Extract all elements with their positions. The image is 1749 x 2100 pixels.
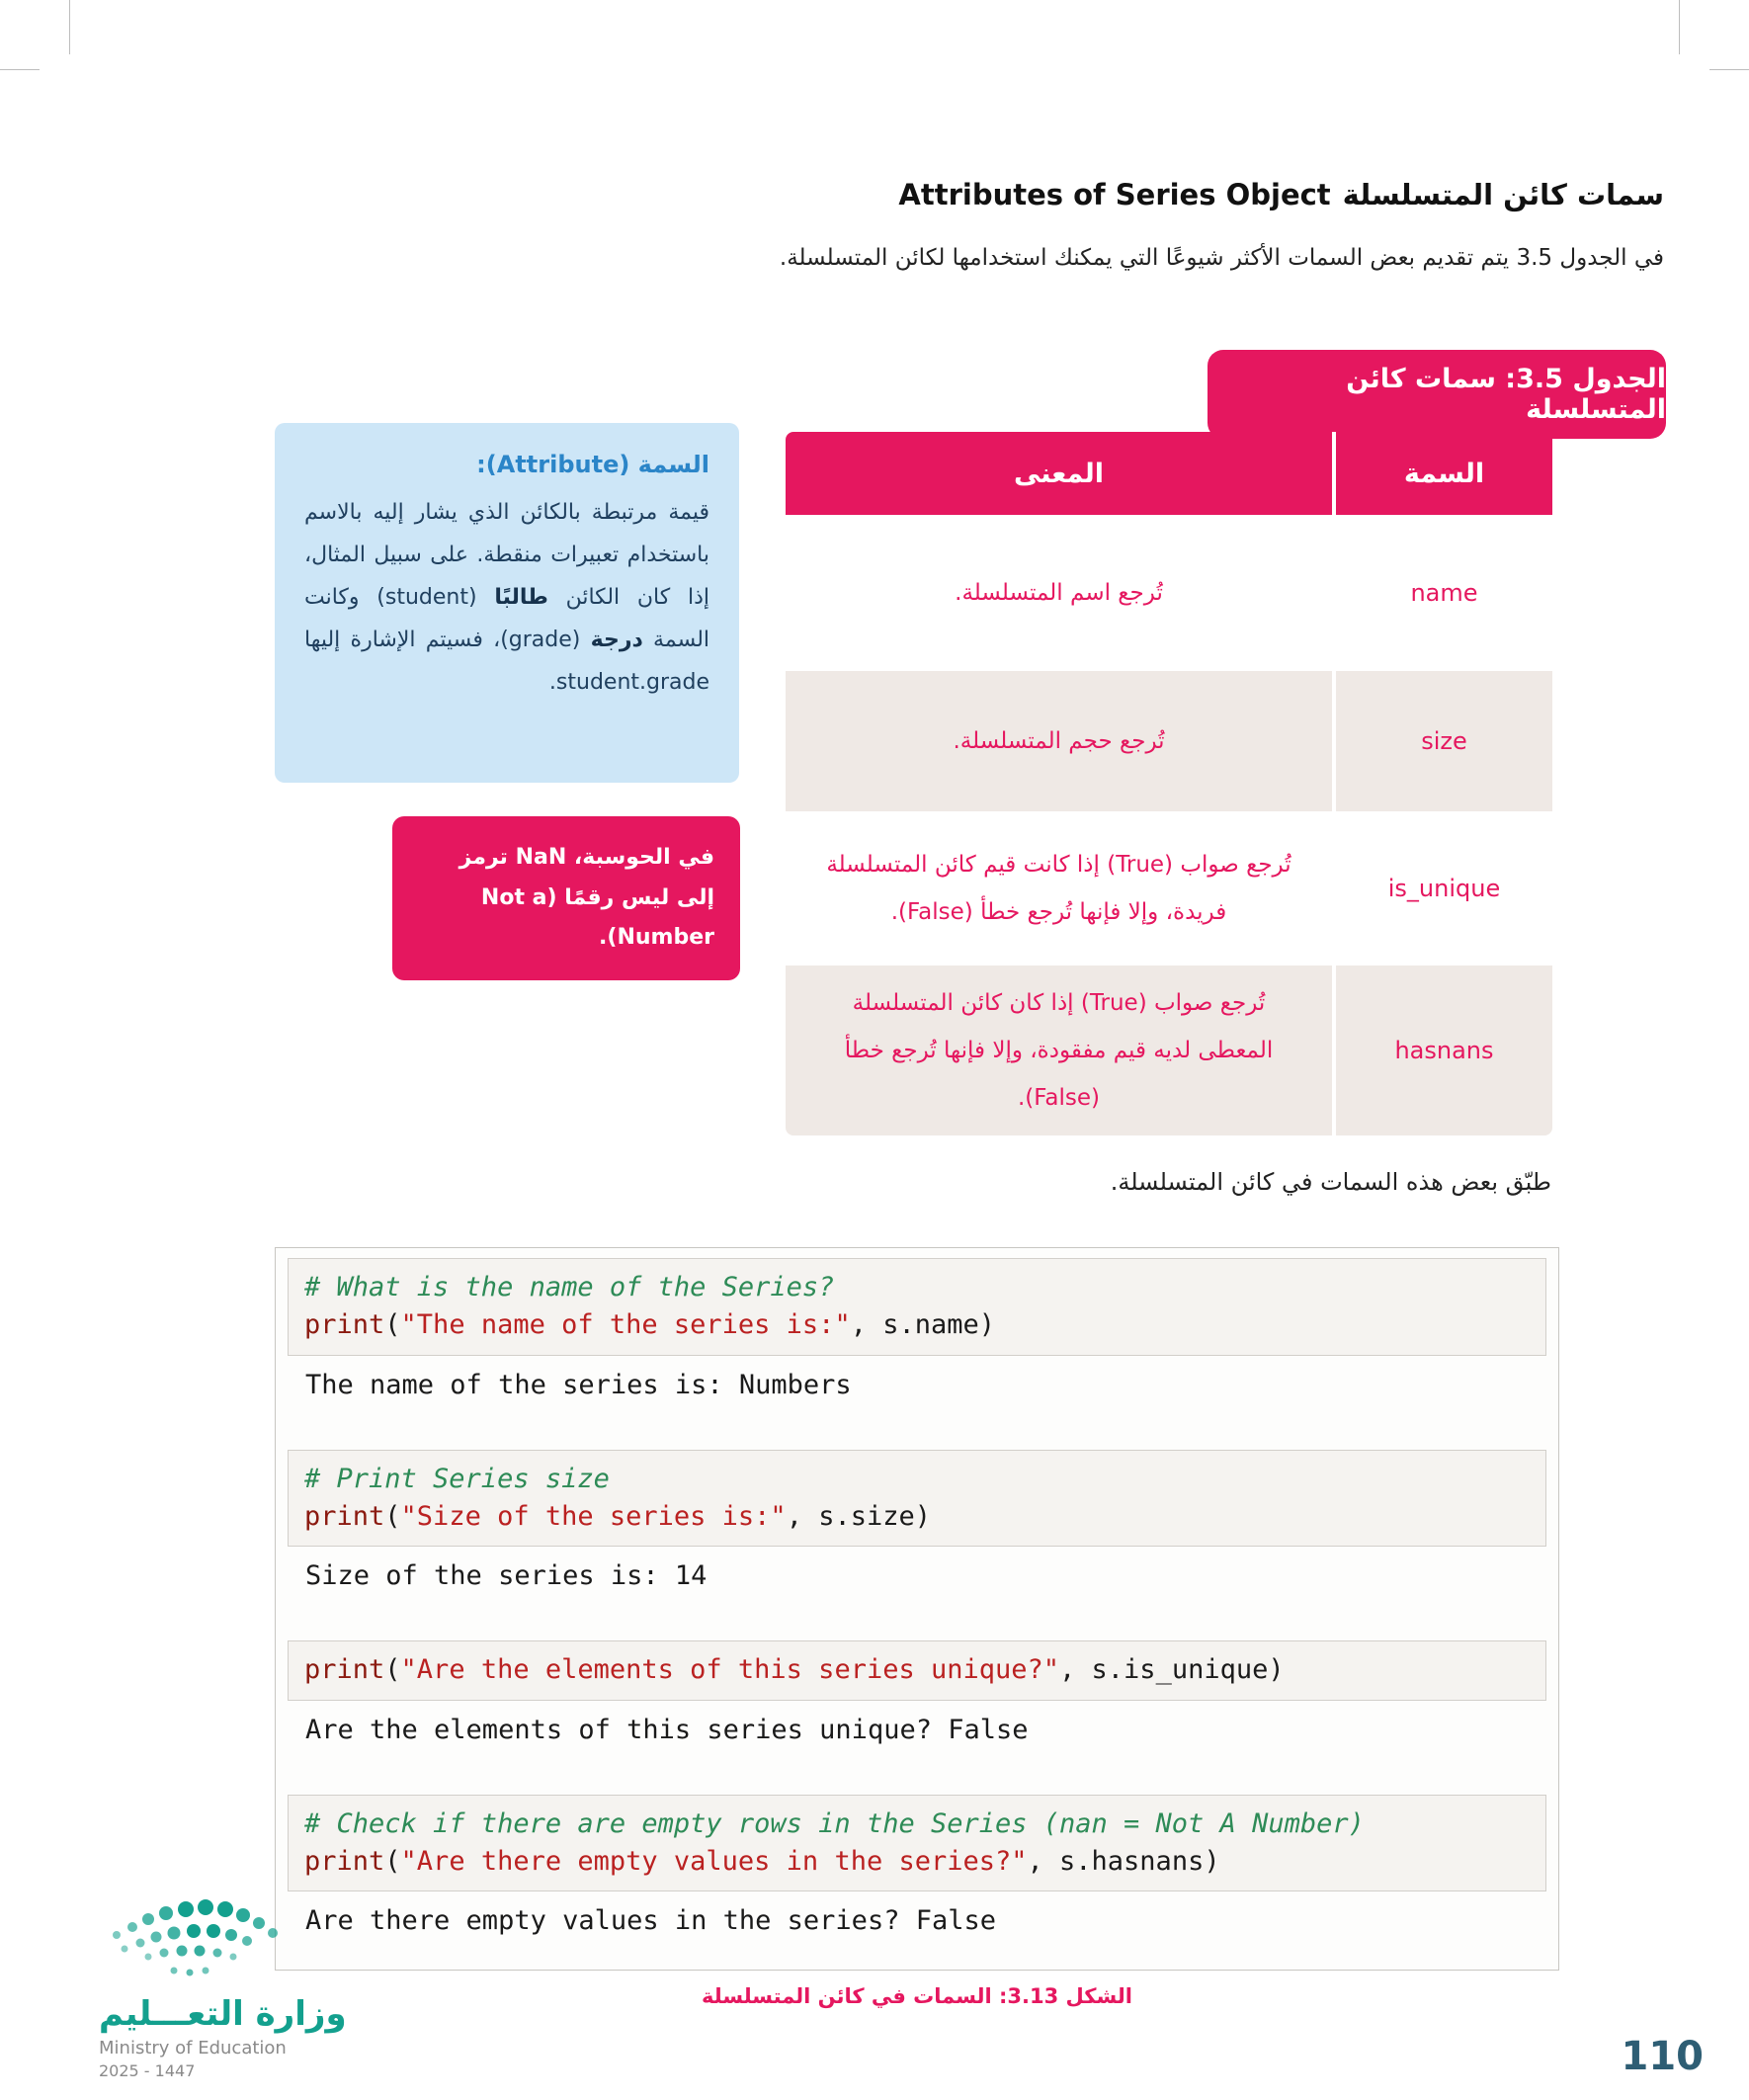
code-token: , s.is_unique) — [1059, 1654, 1285, 1686]
note-bold-student: طالبًا — [494, 584, 548, 610]
moe-logo — [99, 1890, 395, 2080]
code-input-cell — [288, 1450, 1546, 1548]
intro-paragraph: في الجدول 3.5 يتم تقديم بعض السمات الأكثر شيوعًا التي يمكنك استخدامها لكائن المتسلسلة. — [779, 245, 1664, 271]
code-input-cell — [288, 1640, 1546, 1700]
code-output-cell: The name of the series is: Numbers — [305, 1369, 852, 1400]
code-output-cell: Are there empty values in the series? False — [305, 1905, 996, 1937]
attributes-table — [786, 432, 1552, 1135]
meaning-cell-size: تُرجع حجم المتسلسلة. — [786, 671, 1332, 811]
moe-logo-dots — [99, 1890, 326, 1988]
attribute-definition-note — [275, 423, 739, 783]
code-token-print: print — [304, 1500, 385, 1532]
code-token: ( — [384, 1500, 401, 1532]
code-line — [304, 1461, 1530, 1498]
meaning-cell-is-unique: تُرجع صواب (True) إذا كانت قيم كائن المتسلسلة فريدة، وإلا فإنها تُرجع خطأ (False). — [786, 815, 1332, 962]
code-output-cell: Are the elements of this series unique? False — [305, 1714, 1029, 1745]
code-token: , s.hasnans) — [1027, 1845, 1220, 1877]
code-line — [304, 1306, 1530, 1344]
ministry-wordmark-arabic: وزارة التعـــليم — [99, 1994, 347, 2034]
crop-mark — [0, 69, 40, 70]
code-figure — [275, 1247, 1559, 1971]
code-token: ( — [384, 1309, 401, 1341]
code-token: , s.size) — [786, 1500, 931, 1532]
meaning-cell-hasnans: تُرجع صواب (True) إذا كان كائن المتسلسلة المعطى لديه قيم مفقودة، وإلا فإنها تُرجع خطأ (False). — [786, 966, 1332, 1135]
crop-mark — [69, 0, 70, 54]
code-comment: # Check if there are empty rows in the Series (nan = Not A Number) — [304, 1807, 1365, 1839]
note-bold-grade: درجة — [590, 627, 643, 652]
attribute-cell-size: size — [1336, 671, 1552, 811]
ministry-wordmark-english: Ministry of Education — [99, 2038, 287, 2058]
note-text: قيمة مرتبطة بالكائن الذي يشار إليه بالاسم باستخدام تعبيرات منقطة. على سبيل المثال، إذا كان الكائن — [304, 500, 710, 610]
table-title-badge: الجدول 3.5: سمات كائن المتسلسلة — [1208, 350, 1666, 439]
code-output-cell: Size of the series is: 14 — [305, 1560, 708, 1592]
code-token-print: print — [304, 1309, 385, 1341]
code-token-string: "Size of the series is:" — [400, 1500, 787, 1532]
code-token-string: "Are the elements of this series unique?" — [400, 1654, 1060, 1686]
meaning-cell-name: تُرجع اسم المتسلسلة. — [786, 519, 1332, 667]
crop-mark — [1709, 69, 1749, 70]
code-line — [304, 1269, 1530, 1306]
code-comment: # What is the name of the Series? — [304, 1272, 835, 1302]
code-token: , s.name) — [850, 1309, 996, 1341]
code-token-string: "Are there empty values in the series?" — [400, 1845, 1028, 1877]
code-token-print: print — [304, 1845, 385, 1877]
code-line — [304, 1806, 1530, 1843]
note-text: (grade)، فسيتم الإشارة إليها student.grade. — [304, 627, 709, 695]
page-title — [898, 178, 1664, 211]
attribute-cell-name: name — [1336, 519, 1552, 667]
page-number: 110 — [1621, 2034, 1704, 2079]
code-token-print: print — [304, 1654, 385, 1686]
code-input-cell — [288, 1795, 1546, 1892]
nan-note: في الحوسبة، NaN ترمز إلى ليس رقمًا (Not a Number). — [392, 816, 740, 980]
table-header-attribute: السمة — [1336, 432, 1552, 515]
attribute-note-body — [304, 492, 709, 704]
code-line — [304, 1843, 1530, 1881]
table-header-meaning: المعنى — [786, 432, 1332, 515]
code-token-string: "The name of the series is:" — [400, 1309, 851, 1341]
page-title-arabic: سمات كائن المتسلسلة — [1342, 178, 1664, 211]
note-text: (student) وكانت السمة — [304, 584, 710, 652]
attribute-note-heading: السمة (Attribute): — [476, 451, 709, 478]
code-line — [304, 1498, 1530, 1536]
attribute-cell-is-unique: is_unique — [1336, 815, 1552, 962]
code-line — [304, 1651, 1530, 1689]
code-token: ( — [384, 1845, 401, 1877]
edition-years: 2025 - 1447 — [99, 2061, 196, 2080]
page-title-english: Attributes of Series Object — [898, 178, 1331, 211]
figure-caption: الشكل 3.13: السمات في كائن المتسلسلة — [702, 1984, 1132, 2008]
code-comment: # Print Series size — [304, 1463, 610, 1494]
code-token: ( — [384, 1654, 401, 1686]
apply-instruction: طبّق بعض هذه السمات في كائن المتسلسلة. — [1110, 1168, 1551, 1196]
attribute-cell-hasnans: hasnans — [1336, 966, 1552, 1135]
crop-mark — [1679, 0, 1680, 54]
code-input-cell — [288, 1258, 1546, 1356]
